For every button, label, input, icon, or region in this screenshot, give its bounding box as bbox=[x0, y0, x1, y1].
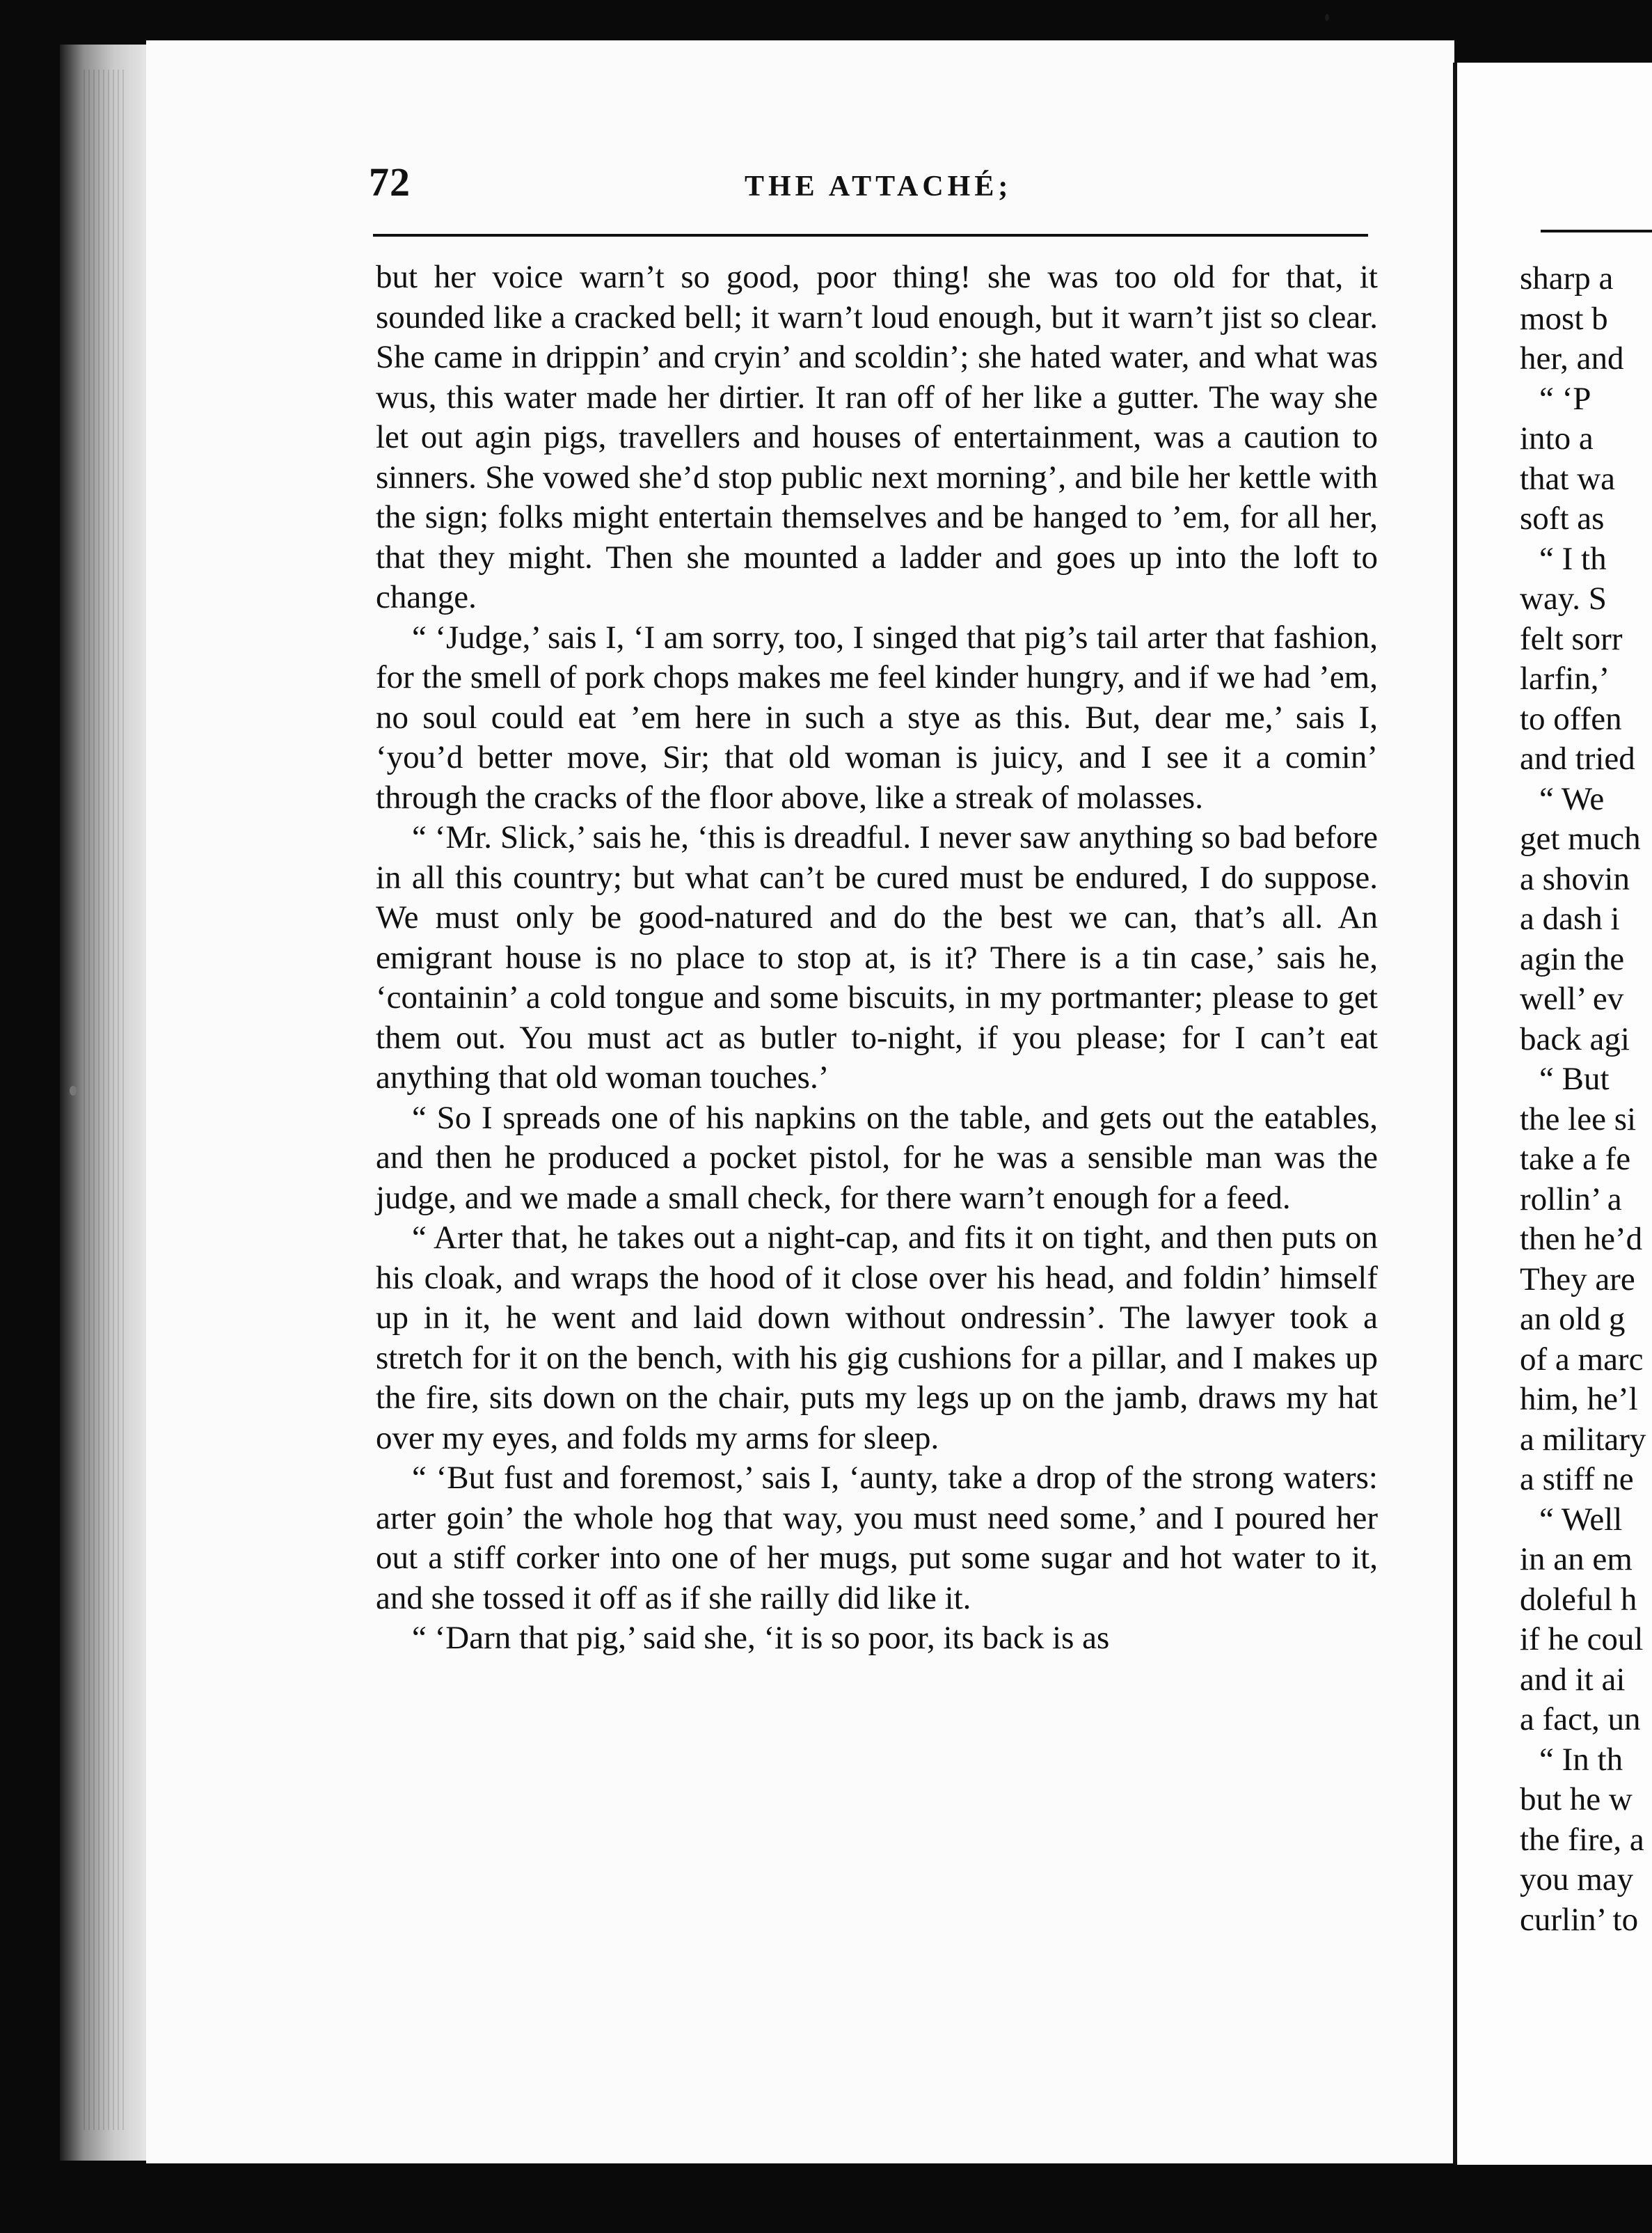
facing-page-line: him, he’l bbox=[1520, 1381, 1638, 1417]
facing-page-line: way. S bbox=[1520, 581, 1607, 617]
paragraph: “ ‘Darn that pig,’ said she, ‘it is so poor, its back is as bbox=[412, 1620, 1110, 1656]
body-text bbox=[376, 258, 1378, 1659]
dust-speck bbox=[1325, 14, 1329, 21]
facing-page-line: get much bbox=[1520, 821, 1641, 857]
facing-page-line: “ Well bbox=[1539, 1501, 1623, 1538]
facing-page-line: take a fe bbox=[1520, 1141, 1631, 1177]
facing-page-line: felt sorr bbox=[1520, 620, 1623, 657]
paragraph: “ So I spreads one of his napkins on the table, and gets out the eatables, and then he produced a pocket pistol, for he was a sensible man was the judge, and we made a small check, for there warn’t enough for a feed. bbox=[376, 1099, 1378, 1216]
facing-page-line: a dash i bbox=[1520, 901, 1620, 937]
page-edge-stripes bbox=[84, 70, 125, 2130]
facing-page-line: and tried bbox=[1520, 741, 1635, 777]
facing-page-line: and it ai bbox=[1520, 1661, 1626, 1698]
facing-page-line: “ ‘P bbox=[1539, 380, 1591, 417]
facing-page-line: most b bbox=[1520, 300, 1608, 337]
facing-page-line: “ But bbox=[1539, 1061, 1610, 1097]
facing-page-rule bbox=[1541, 230, 1652, 232]
facing-page-line: doleful h bbox=[1520, 1581, 1637, 1618]
facing-page-line: larfin,’ bbox=[1520, 661, 1610, 697]
facing-page-line: back agi bbox=[1520, 1020, 1630, 1057]
facing-page-line: the fire, a bbox=[1520, 1821, 1644, 1858]
facing-page-line: an old g bbox=[1520, 1301, 1626, 1337]
facing-page-line: her, and bbox=[1520, 340, 1624, 377]
facing-page-line: rollin’ a bbox=[1520, 1181, 1622, 1217]
facing-page-line: “ We bbox=[1539, 780, 1605, 817]
facing-page-line: you may bbox=[1520, 1861, 1634, 1897]
facing-page-text bbox=[1520, 259, 1652, 1940]
running-title: THE ATTACHÉ; bbox=[745, 171, 1012, 203]
page-number: 72 bbox=[369, 159, 411, 205]
facing-page-line: into a bbox=[1520, 420, 1594, 457]
facing-page-line: curlin’ to bbox=[1520, 1901, 1639, 1938]
paragraph: “ Arter that, he takes out a night-cap, and fits it on tight, and then puts on his cloak, and wraps the hood of it close over his head, and foldin’ himself up in it, he went and laid down without ondressin’. The lawyer took a stretch for it on the bench, with his gig cushions for a pillar, and I makes up the fire, sits down on the chair, puts my legs up on the jamb, draws my hat over my eyes, and folds my arms for sleep. bbox=[376, 1220, 1378, 1456]
paragraph: “ ‘Mr. Slick,’ sais he, ‘this is dreadful. I never saw anything so bad before in all this country; but what can’t be cured must be endured, I do suppose. We must only be good-natured and do the best we can, that’s all. An emigrant house is no place to stop at, is it? There is a tin case,’ sais he, ‘containin’ a cold tongue and some biscuits, in my portmanter; please to get them out. You must act as butler to-night, if you please; for I can’t eat anything that old woman touches.’ bbox=[376, 819, 1378, 1096]
facing-page-line: “ I th bbox=[1539, 540, 1607, 577]
dust-speck bbox=[70, 1086, 77, 1096]
running-head bbox=[369, 159, 1371, 221]
facing-page-line: a fact, un bbox=[1520, 1701, 1641, 1737]
facing-page-line: They are bbox=[1520, 1261, 1635, 1297]
facing-page-line: to offen bbox=[1520, 700, 1622, 737]
paragraph: “ ‘But fust and foremost,’ sais I, ‘aunty, take a drop of the strong waters: arter goin’ the whole hog that way, you must need some,’ and I poured her out a stiff corker into one of her mugs, put some sugar and hot water to it, and she tossed it off as if she railly did like it. bbox=[376, 1460, 1378, 1616]
facing-page-line: a shovin bbox=[1520, 860, 1630, 897]
facing-page-line: sharp a bbox=[1520, 260, 1614, 297]
paragraph: “ ‘Judge,’ sais I, ‘I am sorry, too, I singed that pig’s tail arter that fashion, for the smell of pork chops makes me feel kinder hungry, and if we had ’em, no soul could eat ’em here in such a stye as this. But, dear me,’ sais I, ‘you’d better move, Sir; that old woman is juicy, and I see it a comin’ through the cracks of the floor above, like a streak of molasses. bbox=[376, 619, 1378, 816]
facing-page-line: but he w bbox=[1520, 1781, 1633, 1817]
header-rule bbox=[373, 234, 1368, 237]
facing-page-line: the lee si bbox=[1520, 1100, 1637, 1137]
facing-page-line: of a marc bbox=[1520, 1341, 1644, 1378]
facing-page-line: then he’d bbox=[1520, 1221, 1643, 1257]
facing-page-line: well’ ev bbox=[1520, 981, 1624, 1017]
facing-page-line: “ In th bbox=[1539, 1741, 1623, 1778]
facing-page-line: soft as bbox=[1520, 500, 1605, 537]
facing-page-line: that wa bbox=[1520, 460, 1616, 497]
facing-page-line: agin the bbox=[1520, 940, 1625, 977]
facing-page-line: if he coul bbox=[1520, 1621, 1644, 1657]
facing-page-line: in an em bbox=[1520, 1541, 1633, 1577]
paragraph: but her voice warn’t so good, poor thing! she was too old for that, it sounded like a cracked bell; it warn’t loud enough, but it warn’t jist so clear. She came in drippin’ and cryin’ and scoldin’; she hated water, and what was wus, this water made her dirtier. It ran off of her like a gutter. The way she let out agin pigs, travellers and houses of entertainment, was a caution to sinners. She vowed she’d stop public next morning’, and bile her kettle with the sign; folks might entertain themselves and be hanged to ’em, for all her, that they might. Then she mounted a ladder and goes up into the loft to change. bbox=[376, 259, 1378, 615]
facing-page-line: a military bbox=[1520, 1421, 1646, 1458]
facing-page-line: a stiff ne bbox=[1520, 1461, 1634, 1497]
